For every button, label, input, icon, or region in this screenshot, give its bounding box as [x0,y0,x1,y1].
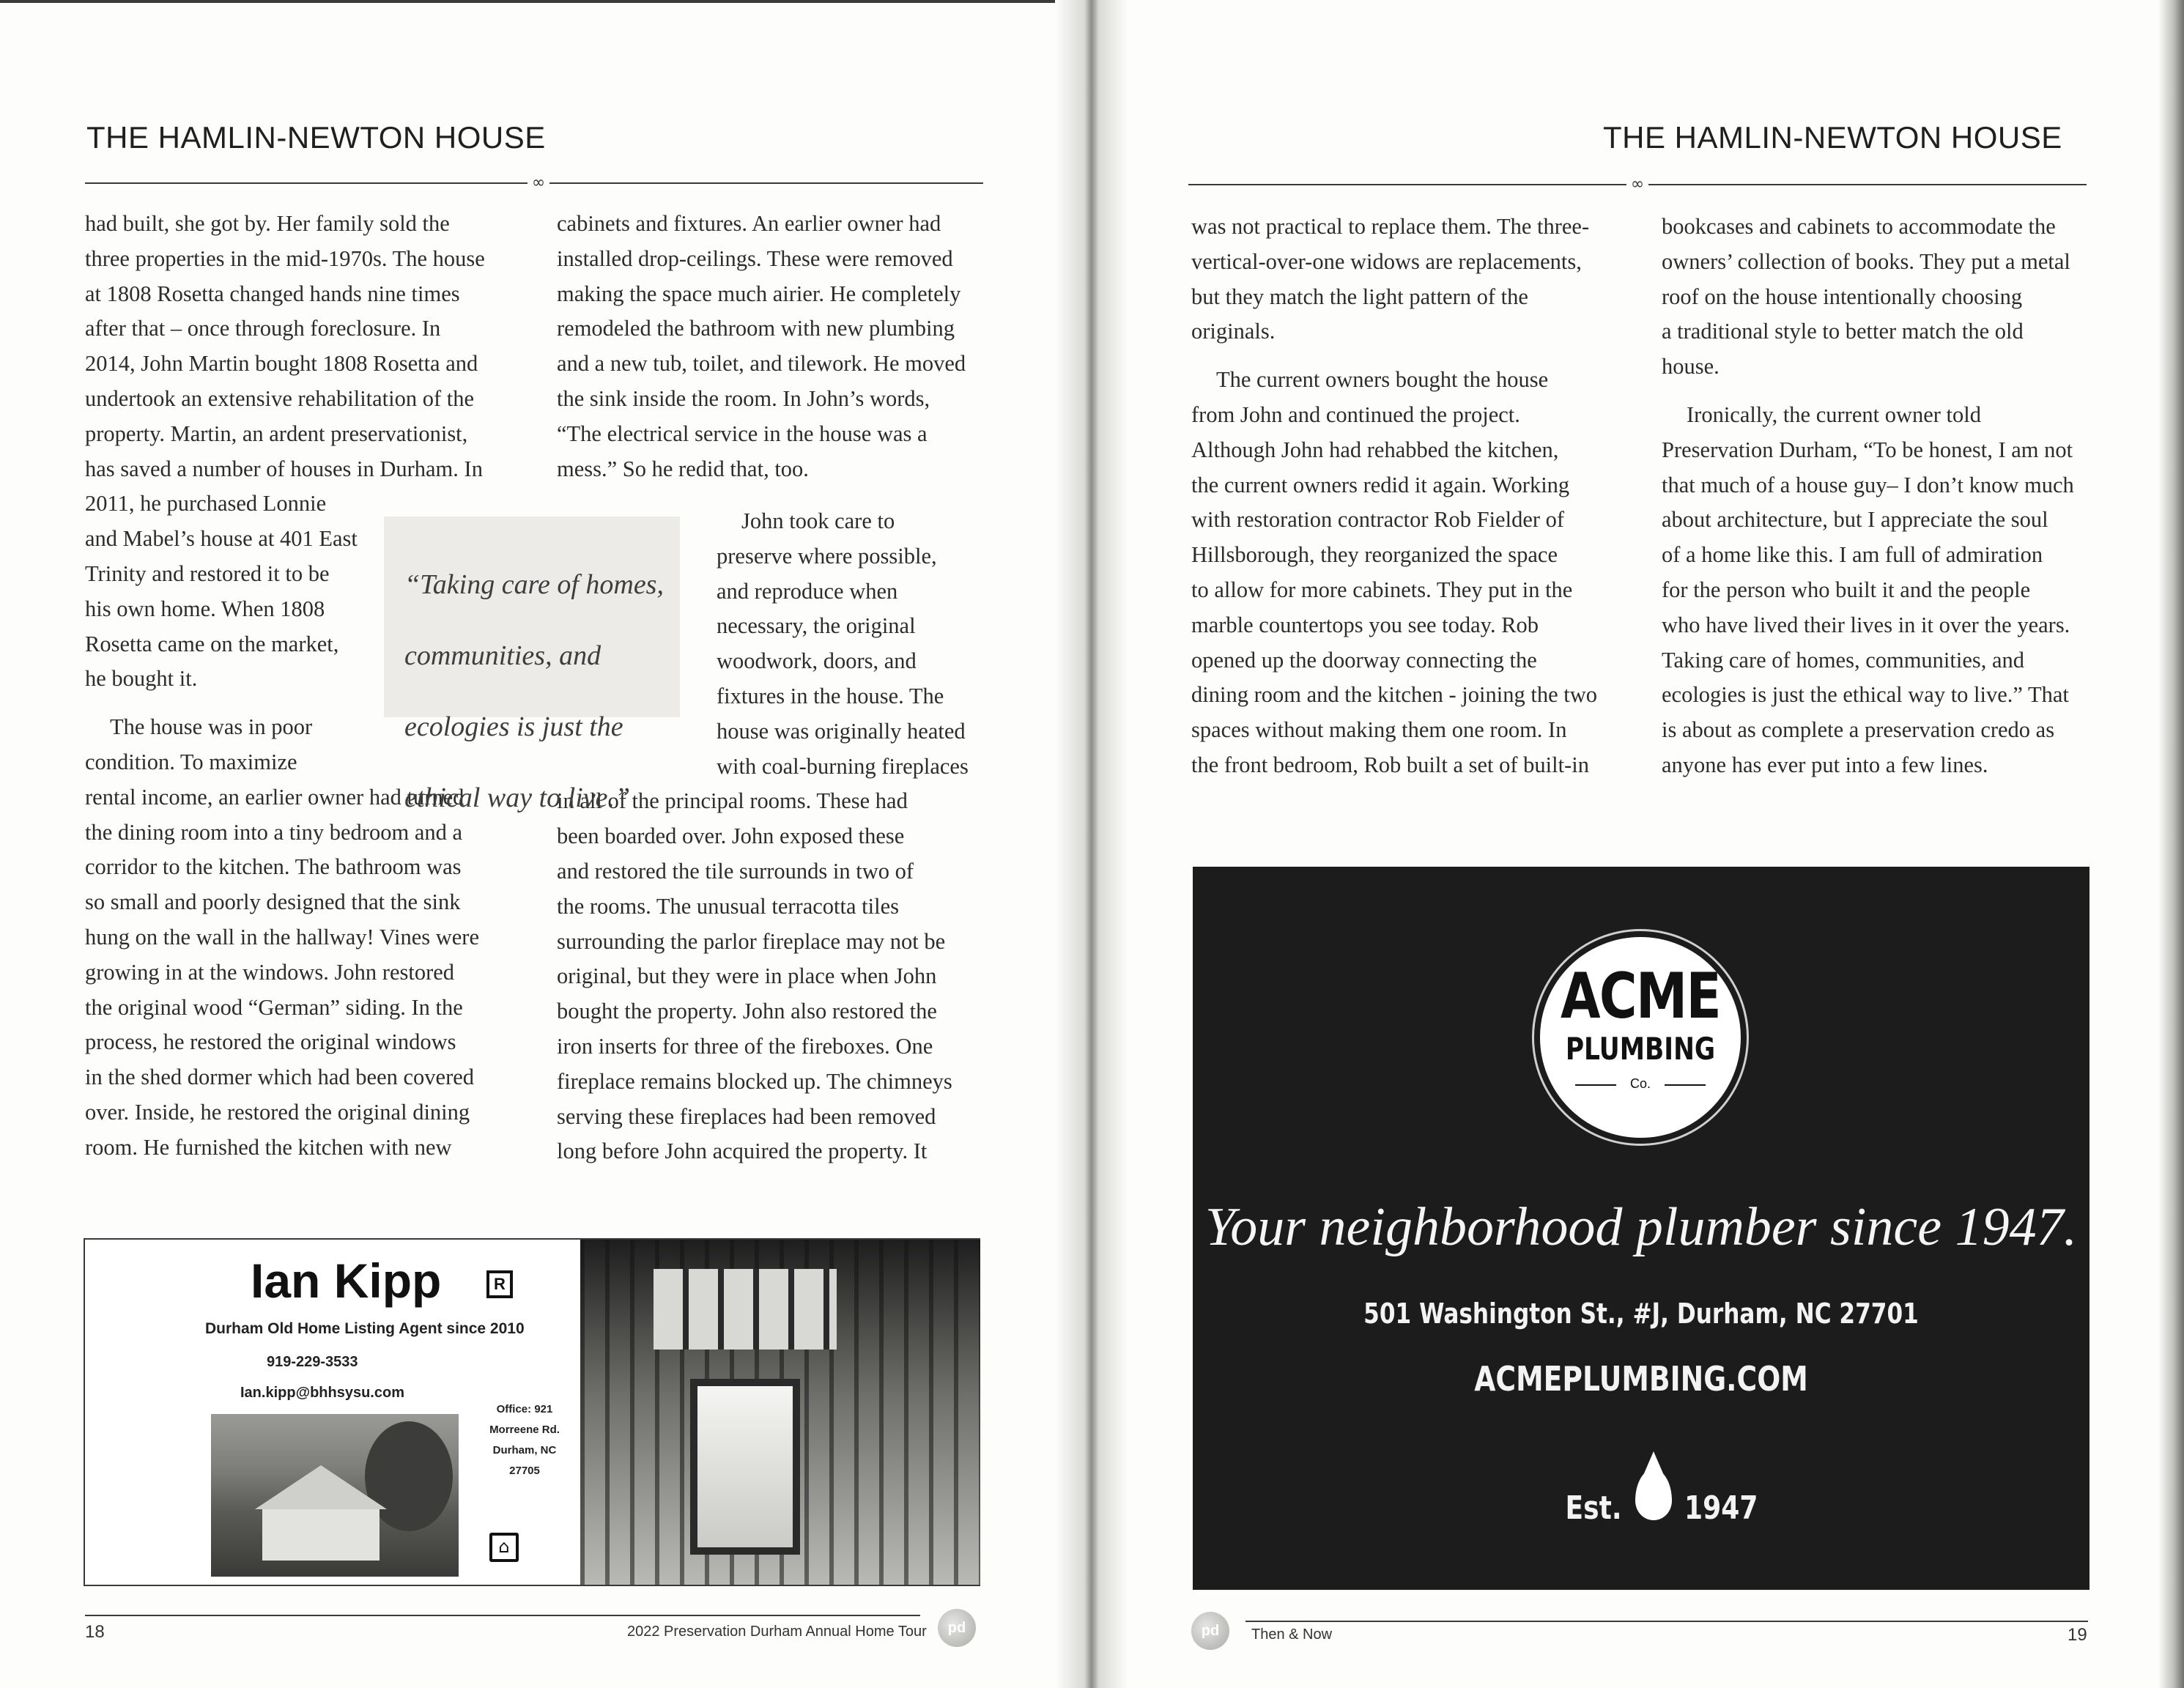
text-line: original, but they were in place when John [557,963,937,989]
text-line: with coal-burning fireplaces [717,753,969,779]
text-line: hung on the wall in the hallway! Vines were [85,924,479,949]
text-line: Preservation Durham, “To be honest, I am not [1662,437,2073,462]
text-line: roof on the house intentionally choosing [1662,284,2023,309]
text-line: the original wood “German” siding. In the [85,994,463,1020]
acme-est-label: Est. [1565,1489,1622,1527]
text-line: been boarded over. John exposed these [557,823,905,849]
text-line: mess.” So he redid that, too. [557,456,809,481]
text-line: corridor to the kitchen. The bathroom was [85,854,462,880]
text-line: “The electrical service in the house was a [557,421,928,446]
right-column-1 [1191,210,1660,783]
text-line: anyone has ever put into a few lines. [1662,752,1988,777]
text-line: vertical-over-one widows are replacements, [1191,248,1582,274]
acme-co: Co. [1629,1076,1651,1091]
text-line: a traditional style to better match the old [1662,319,2024,344]
text-line: condition. To maximize [85,749,297,774]
text-line: bought the property. John also restored the [557,999,937,1024]
text-line: for the person who built it and the people [1662,577,2031,602]
text-line: the current owners redid it again. Working [1191,472,1570,497]
right-column-2 [1662,210,2116,783]
text-line: iron inserts for three of the fireboxes. One [557,1033,933,1059]
acme-website: ACMEPLUMBING.COM [1474,1359,1808,1399]
acme-est-year: 1947 [1684,1489,1758,1527]
pull-quote [384,517,680,813]
text-line: and restored the tile surrounds in two of [557,858,914,884]
text-line: ecologies is just the ethical way to live.” That [1662,682,2069,708]
top-edge-line [0,0,1055,3]
agent-phone: 919-229-3533 [267,1354,358,1370]
text-line: owners’ collection of books. They put a metal [1662,248,2070,274]
text-line: three properties in the mid-1970s. The house [85,245,485,271]
text-line: has saved a number of houses in Durham. In [85,456,483,481]
pd-logo-icon: pd [938,1609,976,1647]
text-line: had built, she got by. Her family sold the [85,211,450,236]
pull-quote-line: communities, and [404,640,601,671]
acme-plumbing-ad [1193,867,2089,1590]
agent-name: Ian Kipp [251,1254,442,1308]
text-line: to allow for more cabinets. They put in the [1191,577,1573,602]
text-line: the dining room into a tiny bedroom and a [85,819,463,845]
text-line: marble countertops you see today. Rob [1191,612,1539,637]
text-line: in all of the principal rooms. These had [557,788,908,814]
text-line: bookcases and cabinets to accommodate the [1662,214,2056,239]
text-line: about architecture, but I appreciate the soul [1662,507,2048,533]
text-line: surrounding the parlor fireplace may not be [557,928,946,954]
text-line: and Mabel’s house at 401 East [85,526,358,552]
text-line: spaces without making them one room. In [1191,717,1567,743]
realtor-logo-icon: R [486,1270,513,1298]
pull-quote-line: “Taking care of homes, [404,569,664,600]
text-line: house was originally heated [717,718,966,744]
right-footer-text: Then & Now [1251,1626,1333,1643]
text-line: Rosetta came on the market, [85,631,339,656]
text-line: and a new tub, toilet, and tilework. He moved [557,351,966,377]
text-line: growing in at the windows. John restored [85,959,455,985]
text-line: 2014, John Martin bought 1808 Rosetta and [85,351,478,377]
text-line: over. Inside, he restored the original dining [85,1099,470,1125]
pull-quote-line: ecologies is just the [404,711,623,742]
text-line: so small and poorly designed that the sink [85,889,461,915]
text-line: property. Martin, an ardent preservationist, [85,421,468,446]
text-line: who have lived their lives in it over the years. [1662,612,2070,637]
text-line: is about as complete a preservation credo as [1662,717,2055,743]
text-line: but they match the light pattern of the [1191,284,1528,309]
acme-name: ACME [1560,960,1721,1033]
pd-logo-icon-right: pd [1191,1612,1229,1650]
text-line: that much of a house guy– I don’t know much [1662,472,2074,497]
text-line: long before John acquired the property. It [557,1139,928,1164]
text-line: his own home. When 1808 [85,596,325,621]
text-line: the rooms. The unusual terracotta tiles [557,893,899,919]
book-gutter [1055,0,1128,1688]
text-line: John took care to [741,508,895,533]
text-line: opened up the doorway connecting the [1191,647,1537,673]
text-line: The current owners bought the house [1216,367,1549,393]
page-number-19: 19 [2068,1625,2087,1645]
text-line: of a home like this. I am full of admiration [1662,542,2043,568]
text-line: the front bedroom, Rob built a set of built-in [1191,752,1589,777]
interior-photo [580,1240,980,1585]
text-line: Trinity and restored it to be [85,560,330,586]
text-line: from John and continued the project. [1191,401,1520,427]
left-column-2 [557,207,996,500]
text-line: preserve where possible, [717,543,937,569]
text-line: with restoration contractor Rob Fielder of [1191,507,1565,533]
acme-address: 501 Washington St., #J, Durham, NC 27701 [1363,1298,1919,1330]
text-line: fixtures in the house. The [717,683,944,708]
pull-quote-line: ethical way to live.” [404,782,631,813]
text-line: The house was in poor [110,714,313,740]
page-edge [2158,0,2184,1688]
text-line: fireplace remains blocked up. The chimneys [557,1068,952,1094]
text-line: and reproduce when [717,578,898,604]
equal-housing-icon: ⌂ [489,1533,519,1562]
acme-logo-badge [1534,931,1747,1144]
page-number-18: 18 [85,1622,105,1642]
agent-email: Ian.kipp@bhhsysu.com [240,1385,404,1401]
acme-tagline: Your neighborhood plumber since 1947. [1204,1197,2078,1257]
house-photo [211,1414,459,1577]
left-footer-rule [85,1615,920,1616]
text-line: was not practical to replace them. The three- [1191,214,1590,239]
text-line: woodwork, doors, and [717,648,917,674]
right-running-header: THE HAMLIN-NEWTON HOUSE [1603,120,2062,155]
text-line: making the space much airier. He completely [557,281,961,306]
text-line: remodeled the bathroom with new plumbing [557,316,955,341]
text-line: Hillsborough, they reorganized the space [1191,542,1558,568]
right-footer-rule [1245,1621,2088,1622]
text-line: Taking care of homes, communities, and [1662,647,2025,673]
text-line: after that – once through foreclosure. In [85,316,441,341]
text-line: house. [1662,354,1720,380]
text-line: originals. [1191,319,1276,344]
text-line: cabinets and fixtures. An earlier owner had [557,211,941,236]
text-line: he bought it. [85,666,198,692]
text-line: installed drop-ceilings. These were removed [557,245,953,271]
text-line: undertook an extensive rehabilitation of the [85,385,475,411]
text-line: in the shed dormer which had been covered [85,1065,475,1090]
text-line: at 1808 Rosetta changed hands nine times [85,281,460,306]
rule-ornament-right: ∞ [1626,179,1648,190]
agent-office-address: Office: 921 Morreene Rd. Durham, NC 27705 [489,1403,560,1477]
rule-ornament: ∞ [528,178,549,188]
text-line: serving these fireplaces had been removed [557,1103,936,1129]
text-line: rental income, an earlier owner had turned [85,784,464,810]
acme-sub: PLUMBING [1565,1031,1716,1067]
text-line: 2011, he purchased Lonnie [85,491,327,517]
text-line: necessary, the original [717,613,916,639]
text-line: dining room and the kitchen - joining the two [1191,682,1597,708]
text-line: the sink inside the room. In John’s words, [557,385,930,411]
ian-kipp-ad [84,1238,980,1586]
left-footer-text: 2022 Preservation Durham Annual Home Tour [627,1624,927,1640]
text-line: Ironically, the current owner told [1687,401,1981,427]
text-line: Although John had rehabbed the kitchen, [1191,437,1559,462]
text-line: room. He furnished the kitchen with new [85,1134,452,1160]
left-running-header: THE HAMLIN-NEWTON HOUSE [86,120,546,155]
text-line: process, he restored the original windows [85,1029,456,1055]
agent-tagline: Durham Old Home Listing Agent since 2010 [205,1320,525,1337]
